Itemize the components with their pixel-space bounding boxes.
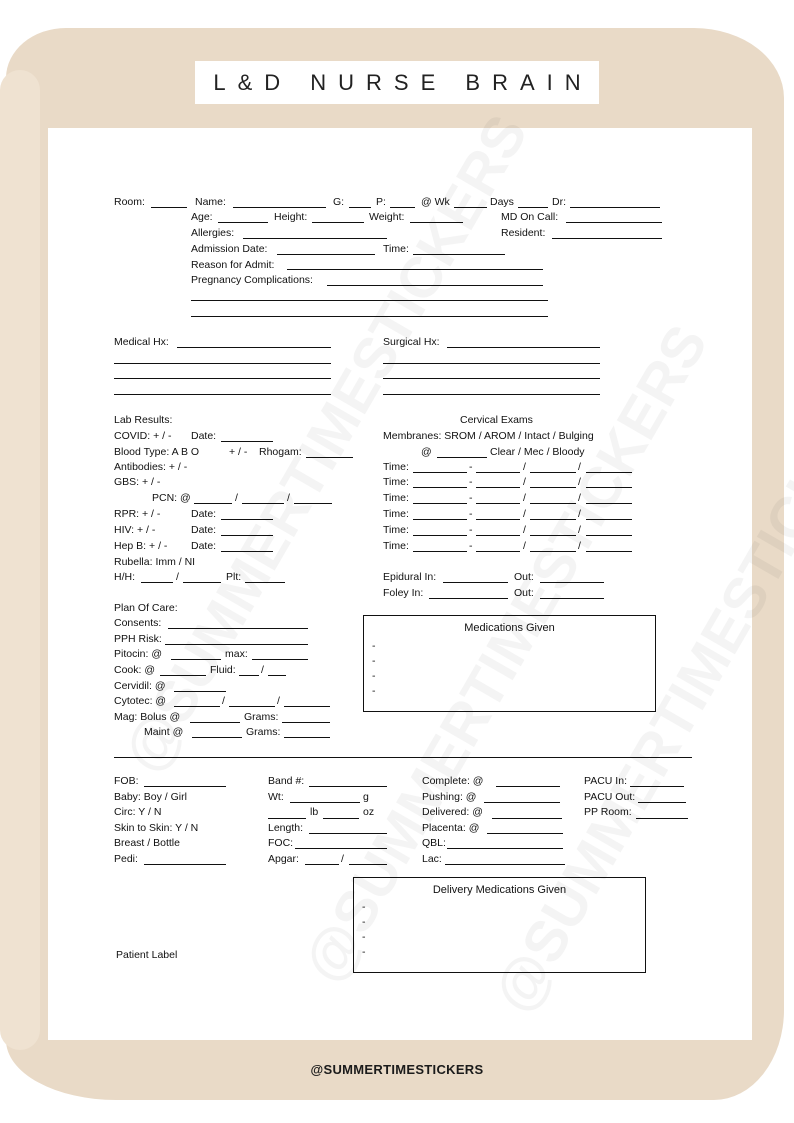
exam-time-label: Time: bbox=[383, 476, 409, 488]
cytotec-slash: / bbox=[277, 695, 280, 707]
delivery-medication-bullet: - bbox=[362, 946, 366, 958]
exam-station-field[interactable] bbox=[586, 551, 632, 552]
exam-time-label: Time: bbox=[383, 461, 409, 473]
complications-line[interactable] bbox=[191, 316, 548, 317]
complete-label: Complete: @ bbox=[422, 775, 484, 787]
exam-time-field[interactable] bbox=[413, 519, 467, 520]
surgical-hx-line[interactable] bbox=[383, 394, 600, 395]
feeding-label: Breast / Bottle bbox=[114, 837, 180, 849]
pacu-in-label: PACU In: bbox=[584, 775, 627, 787]
exam-slash: / bbox=[578, 492, 581, 504]
mag-maint-grams-label: Grams: bbox=[246, 726, 281, 738]
exam-dash: - bbox=[469, 540, 473, 552]
epidural-in-label: Epidural In: bbox=[383, 571, 437, 583]
pushing-field[interactable] bbox=[484, 802, 560, 803]
lac-label: Lac: bbox=[422, 853, 442, 865]
wt-grams-field[interactable] bbox=[290, 802, 360, 803]
foc-label: FOC: bbox=[268, 837, 294, 849]
cytotec-field[interactable] bbox=[174, 706, 220, 707]
paint-background-edge bbox=[0, 70, 40, 1050]
membranes-label: Membranes: SROM / AROM / Intact / Bulging bbox=[383, 430, 594, 442]
weight-label: Weight: bbox=[369, 211, 405, 223]
g-field[interactable] bbox=[349, 207, 371, 208]
pitocin-max-field[interactable] bbox=[252, 659, 308, 660]
footer-handle: @SUMMERTIMESTICKERS bbox=[310, 1062, 484, 1077]
exam-slash: / bbox=[578, 524, 581, 536]
exam-effacement-field[interactable] bbox=[530, 487, 576, 488]
fluid-label: Clear / Mec / Bloody bbox=[490, 446, 585, 458]
hh-label: H/H: bbox=[114, 571, 135, 583]
fob-field[interactable] bbox=[144, 786, 226, 787]
exam-effacement-field[interactable] bbox=[530, 503, 576, 504]
exam-dash: - bbox=[469, 508, 473, 520]
name-label: Name: bbox=[195, 196, 226, 208]
complications-line[interactable] bbox=[191, 300, 548, 301]
medical-hx-line[interactable] bbox=[114, 363, 331, 364]
age-field[interactable] bbox=[218, 222, 268, 223]
cervidil-label: Cervidil: @ bbox=[114, 680, 166, 692]
mag-bolus-grams-field[interactable] bbox=[282, 722, 330, 723]
hh-slash: / bbox=[176, 571, 179, 583]
pph-label: PPH Risk: bbox=[114, 633, 162, 645]
pedi-label: Pedi: bbox=[114, 853, 138, 865]
pacu-in-field[interactable] bbox=[630, 786, 684, 787]
exam-dash: - bbox=[469, 524, 473, 536]
exam-time-label: Time: bbox=[383, 492, 409, 504]
exam-slash: / bbox=[523, 461, 526, 473]
pph-field[interactable] bbox=[165, 644, 308, 645]
antibodies-label: Antibodies: + / - bbox=[114, 461, 188, 473]
dr-field[interactable] bbox=[570, 207, 660, 208]
exam-effacement-field[interactable] bbox=[530, 551, 576, 552]
rhogam-label: Rhogam: bbox=[259, 446, 302, 458]
rpr-label: RPR: + / - bbox=[114, 508, 161, 520]
wk-field[interactable] bbox=[454, 207, 487, 208]
name-field[interactable] bbox=[233, 207, 326, 208]
cook-fluid-label: Fluid: bbox=[210, 664, 236, 676]
delivery-medications-title: Delivery Medications Given bbox=[432, 884, 567, 896]
hepb-label: Hep B: + / - bbox=[114, 540, 168, 552]
admission-time-field[interactable] bbox=[413, 254, 505, 255]
cervidil-field[interactable] bbox=[174, 691, 226, 692]
apgar-slash: / bbox=[341, 853, 344, 865]
exam-station-field[interactable] bbox=[586, 535, 632, 536]
rubella-label: Rubella: Imm / NI bbox=[114, 556, 196, 568]
gbs-label: GBS: + / - bbox=[114, 476, 161, 488]
patient-label-area: Patient Label bbox=[116, 949, 178, 961]
medical-hx-field[interactable] bbox=[177, 347, 331, 348]
surgical-hx-line[interactable] bbox=[383, 378, 600, 379]
medication-bullet: - bbox=[372, 655, 376, 667]
membranes-at: @ bbox=[421, 446, 432, 458]
exam-time-label: Time: bbox=[383, 540, 409, 552]
reason-field[interactable] bbox=[287, 269, 543, 270]
exam-station-field[interactable] bbox=[586, 472, 632, 473]
placenta-field[interactable] bbox=[487, 833, 563, 834]
exam-effacement-field[interactable] bbox=[530, 519, 576, 520]
hiv-date-label: Date: bbox=[191, 524, 217, 536]
delivery-medication-bullet: - bbox=[362, 916, 366, 928]
height-label: Height: bbox=[274, 211, 308, 223]
cook-fluid-field[interactable] bbox=[239, 675, 259, 676]
length-field[interactable] bbox=[309, 833, 387, 834]
wt-g-unit: g bbox=[363, 791, 369, 803]
epidural-out-label: Out: bbox=[514, 571, 534, 583]
exam-slash: / bbox=[578, 508, 581, 520]
allergies-field[interactable] bbox=[243, 238, 387, 239]
mag-bolus-field[interactable] bbox=[190, 722, 240, 723]
medication-bullet: - bbox=[372, 640, 376, 652]
fob-label: FOB: bbox=[114, 775, 139, 787]
exam-station-field[interactable] bbox=[586, 487, 632, 488]
weight-field[interactable] bbox=[410, 222, 463, 223]
epidural-in-field[interactable] bbox=[443, 582, 508, 583]
medication-bullet: - bbox=[372, 685, 376, 697]
pacu-out-label: PACU Out: bbox=[584, 791, 636, 803]
wt-oz-unit: oz bbox=[363, 806, 375, 818]
hh-field[interactable] bbox=[183, 582, 221, 583]
exam-slash: / bbox=[578, 476, 581, 488]
blood-rh-label: + / - bbox=[229, 446, 248, 458]
mag-maint-grams-field[interactable] bbox=[284, 737, 330, 738]
exam-dilation-field[interactable] bbox=[476, 519, 520, 520]
exam-slash: / bbox=[523, 540, 526, 552]
exam-slash: / bbox=[523, 492, 526, 504]
mag-bolus-label: Mag: Bolus @ bbox=[114, 711, 181, 723]
exam-time-label: Time: bbox=[383, 524, 409, 536]
consents-field[interactable] bbox=[168, 628, 308, 629]
cook-fluid-field[interactable] bbox=[268, 675, 286, 676]
membranes-time-field[interactable] bbox=[437, 457, 487, 458]
covid-date-field[interactable] bbox=[221, 441, 273, 442]
placenta-label: Placenta: @ bbox=[422, 822, 480, 834]
pedi-field[interactable] bbox=[144, 864, 226, 865]
pcn-field[interactable] bbox=[294, 503, 332, 504]
medical-hx-label: Medical Hx: bbox=[114, 336, 169, 348]
exam-slash: / bbox=[578, 540, 581, 552]
age-label: Age: bbox=[191, 211, 213, 223]
md-on-call-field[interactable] bbox=[566, 222, 662, 223]
resident-label: Resident: bbox=[501, 227, 546, 239]
medical-hx-line[interactable] bbox=[114, 394, 331, 395]
complete-field[interactable] bbox=[496, 786, 560, 787]
exam-dash: - bbox=[469, 461, 473, 473]
cytotec-field[interactable] bbox=[284, 706, 330, 707]
exam-station-field[interactable] bbox=[586, 519, 632, 520]
cook-fluid-slash: / bbox=[261, 664, 264, 676]
height-field[interactable] bbox=[312, 222, 364, 223]
pcn-field[interactable] bbox=[242, 503, 284, 504]
apgar-field[interactable] bbox=[305, 864, 339, 865]
rpr-date-label: Date: bbox=[191, 508, 217, 520]
delivery-medications-box[interactable] bbox=[353, 877, 646, 973]
exam-effacement-field[interactable] bbox=[530, 535, 576, 536]
exam-slash: / bbox=[523, 508, 526, 520]
delivered-field[interactable] bbox=[492, 818, 562, 819]
mag-bolus-grams-label: Grams: bbox=[244, 711, 279, 723]
hepb-date-field[interactable] bbox=[221, 551, 273, 552]
hiv-label: HIV: + / - bbox=[114, 524, 156, 536]
rpr-date-field[interactable] bbox=[221, 519, 273, 520]
exam-effacement-field[interactable] bbox=[530, 472, 576, 473]
exam-dash: - bbox=[469, 492, 473, 504]
qbl-label: QBL: bbox=[422, 837, 446, 849]
days-field[interactable] bbox=[518, 207, 548, 208]
pcn-slash: / bbox=[287, 492, 290, 504]
wk-label: @ Wk bbox=[421, 196, 450, 208]
exam-slash: / bbox=[578, 461, 581, 473]
baby-label: Baby: Boy / Girl bbox=[114, 791, 187, 803]
complications-field[interactable] bbox=[327, 285, 543, 286]
pitocin-max-label: max: bbox=[225, 648, 248, 660]
plan-heading: Plan Of Care: bbox=[114, 602, 178, 614]
band-label: Band #: bbox=[268, 775, 305, 787]
plt-field[interactable] bbox=[245, 582, 285, 583]
reason-label: Reason for Admit: bbox=[191, 259, 275, 271]
pitocin-field[interactable] bbox=[171, 659, 221, 660]
admission-date-label: Admission Date: bbox=[191, 243, 268, 255]
wt-oz-field[interactable] bbox=[323, 818, 359, 819]
resident-field[interactable] bbox=[552, 238, 662, 239]
dr-label: Dr: bbox=[552, 196, 566, 208]
exam-dash: - bbox=[469, 476, 473, 488]
pitocin-label: Pitocin: @ bbox=[114, 648, 163, 660]
pp-room-label: PP Room: bbox=[584, 806, 632, 818]
lac-field[interactable] bbox=[445, 864, 565, 865]
exam-dilation-field[interactable] bbox=[476, 535, 520, 536]
surgical-hx-line[interactable] bbox=[383, 363, 600, 364]
g-label: G: bbox=[333, 196, 345, 208]
cook-field[interactable] bbox=[160, 675, 206, 676]
qbl-field[interactable] bbox=[447, 848, 563, 849]
exam-time-label: Time: bbox=[383, 508, 409, 520]
cook-label: Cook: @ bbox=[114, 664, 156, 676]
wt-label: Wt: bbox=[268, 791, 284, 803]
pcn-field[interactable] bbox=[194, 503, 232, 504]
exam-time-field[interactable] bbox=[413, 535, 467, 536]
covid-date-label: Date: bbox=[191, 430, 217, 442]
exam-time-field[interactable] bbox=[413, 503, 467, 504]
cervical-exams-heading: Cervical Exams bbox=[460, 414, 533, 426]
wt-lb-unit: lb bbox=[310, 806, 319, 818]
exam-slash: / bbox=[523, 476, 526, 488]
consents-label: Consents: bbox=[114, 617, 162, 629]
exam-dilation-field[interactable] bbox=[476, 472, 520, 473]
medications-given-title: Medications Given bbox=[464, 622, 555, 634]
pacu-out-field[interactable] bbox=[638, 802, 686, 803]
length-label: Length: bbox=[268, 822, 304, 834]
p-label: P: bbox=[376, 196, 386, 208]
page-title: L&D NURSE BRAIN bbox=[213, 69, 593, 95]
hiv-date-field[interactable] bbox=[221, 535, 273, 536]
rhogam-field[interactable] bbox=[306, 457, 353, 458]
covid-label: COVID: + / - bbox=[114, 430, 172, 442]
exam-dilation-field[interactable] bbox=[476, 503, 520, 504]
exam-slash: / bbox=[523, 524, 526, 536]
pushing-label: Pushing: @ bbox=[422, 791, 477, 803]
exam-time-field[interactable] bbox=[413, 472, 467, 473]
foley-in-label: Foley In: bbox=[383, 587, 424, 599]
plt-label: Plt: bbox=[226, 571, 242, 583]
exam-dilation-field[interactable] bbox=[476, 487, 520, 488]
delivery-medication-bullet: - bbox=[362, 931, 366, 943]
cytotec-slash: / bbox=[222, 695, 225, 707]
epidural-out-field[interactable] bbox=[540, 582, 604, 583]
title-banner bbox=[195, 61, 599, 104]
medical-hx-line[interactable] bbox=[114, 378, 331, 379]
foley-out-field[interactable] bbox=[540, 598, 604, 599]
exam-time-field[interactable] bbox=[413, 487, 467, 488]
cytotec-field[interactable] bbox=[229, 706, 275, 707]
circ-label: Circ: Y / N bbox=[114, 806, 162, 818]
lab-results-heading: Lab Results: bbox=[114, 414, 173, 426]
cytotec-label: Cytotec: @ bbox=[114, 695, 167, 707]
exam-dilation-field[interactable] bbox=[476, 551, 520, 552]
mag-maint-label: Maint @ bbox=[144, 726, 184, 738]
pcn-label: PCN: @ bbox=[152, 492, 191, 504]
allergies-label: Allergies: bbox=[191, 227, 235, 239]
medication-bullet: - bbox=[372, 670, 376, 682]
delivered-label: Delivered: @ bbox=[422, 806, 483, 818]
medications-given-box[interactable] bbox=[363, 615, 656, 712]
delivery-medication-bullet: - bbox=[362, 901, 366, 913]
days-label: Days bbox=[490, 196, 514, 208]
exam-time-field[interactable] bbox=[413, 551, 467, 552]
hh-field[interactable] bbox=[141, 582, 173, 583]
band-field[interactable] bbox=[309, 786, 387, 787]
exam-station-field[interactable] bbox=[586, 503, 632, 504]
wt-lb-field[interactable] bbox=[268, 818, 306, 819]
foc-field[interactable] bbox=[295, 848, 387, 849]
mag-maint-field[interactable] bbox=[192, 737, 242, 738]
pp-room-field[interactable] bbox=[636, 818, 688, 819]
complications-label: Pregnancy Complications: bbox=[191, 274, 313, 286]
admission-date-field[interactable] bbox=[277, 254, 375, 255]
room-label: Room: bbox=[114, 196, 145, 208]
apgar-label: Apgar: bbox=[268, 853, 299, 865]
foley-in-field[interactable] bbox=[429, 598, 508, 599]
hepb-date-label: Date: bbox=[191, 540, 217, 552]
pcn-slash: / bbox=[235, 492, 238, 504]
skin-to-skin-label: Skin to Skin: Y / N bbox=[114, 822, 199, 834]
p-field[interactable] bbox=[390, 207, 415, 208]
admission-time-label: Time: bbox=[383, 243, 409, 255]
room-field[interactable] bbox=[151, 207, 187, 208]
blood-type-label: Blood Type: A B O bbox=[114, 446, 200, 458]
apgar-field[interactable] bbox=[349, 864, 387, 865]
surgical-hx-field[interactable] bbox=[447, 347, 600, 348]
foley-out-label: Out: bbox=[514, 587, 534, 599]
surgical-hx-label: Surgical Hx: bbox=[383, 336, 440, 348]
section-divider bbox=[114, 757, 692, 758]
md-on-call-label: MD On Call: bbox=[501, 211, 559, 223]
